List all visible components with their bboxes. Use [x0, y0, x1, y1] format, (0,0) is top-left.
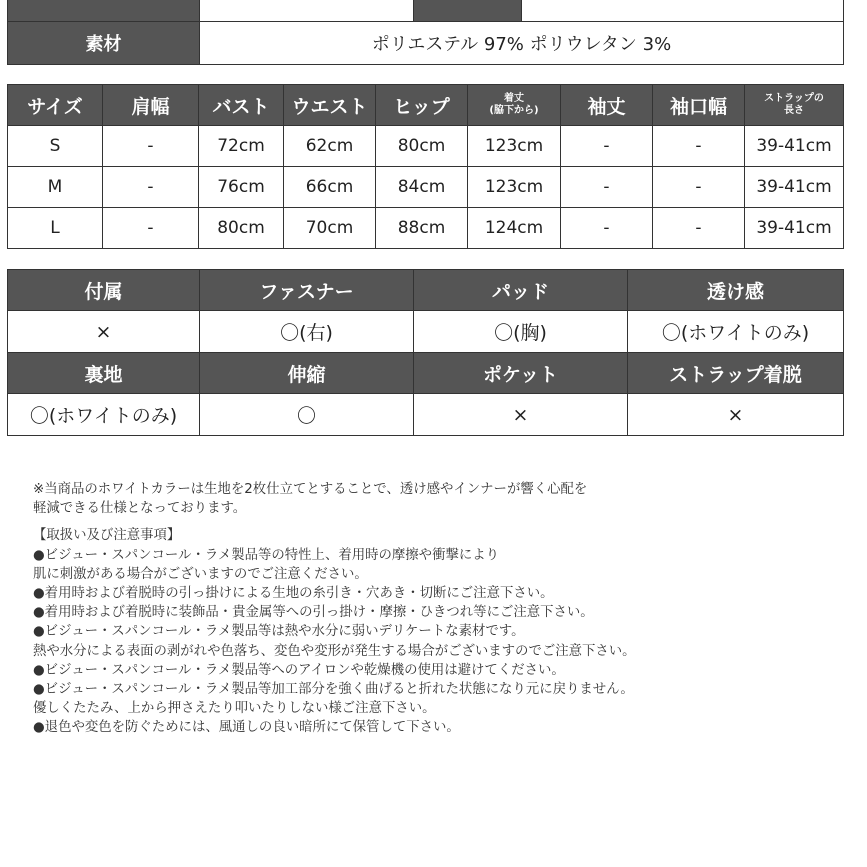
cut-off-row: [8, 0, 844, 22]
value-pocket: ×: [414, 394, 628, 436]
header-pocket: ポケット: [414, 353, 628, 394]
material-table: [7, 0, 844, 65]
size-cell: 124cm: [468, 208, 561, 249]
header-sheerness: 透け感: [628, 270, 844, 311]
size-cell: 72cm: [199, 126, 284, 167]
value-zipper: 〇(右): [200, 311, 414, 353]
size-cell: -: [561, 126, 653, 167]
cut-off-cell: [200, 0, 414, 22]
header-strap-detachable: ストラップ着脱: [628, 353, 844, 394]
material-label: 素材: [8, 22, 200, 65]
note-line: ●着用時および着脱時の引っ掛けによる生地の糸引き・穴あき・切断にご注意下さい。: [33, 586, 554, 602]
spec-header-row: [8, 270, 844, 311]
size-cell: -: [103, 167, 199, 208]
intro-line: 軽減できる仕様となっております。: [33, 501, 247, 517]
size-cell: 39-41cm: [745, 167, 844, 208]
size-cell: 62cm: [284, 126, 376, 167]
size-cell: 39-41cm: [745, 126, 844, 167]
size-cell: 80cm: [199, 208, 284, 249]
size-cell: 84cm: [376, 167, 468, 208]
size-row-s: [8, 126, 844, 167]
cut-off-cell: [522, 0, 844, 22]
size-cell: -: [653, 208, 745, 249]
spec-header-row: [8, 353, 844, 394]
note-line: ●ビジュー・スパンコール・ラメ製品等へのアイロンや乾燥機の使用は避けてください。: [33, 662, 565, 678]
note-line: 優しくたたみ、上から押さえたり叩いたりしない様ご注意下さい。: [33, 701, 436, 717]
size-cell: 76cm: [199, 167, 284, 208]
note-line: ●ビジュー・スパンコール・ラメ製品等の特性上、着用時の摩擦や衝撃により: [33, 547, 500, 563]
note-line: ●退色や変色を防ぐためには、風通しの良い暗所にて保管して下さい。: [33, 720, 460, 736]
header-hip: ヒップ: [376, 85, 468, 126]
size-cell: 88cm: [376, 208, 468, 249]
size-cell: 39-41cm: [745, 208, 844, 249]
value-strap-detachable: ×: [628, 394, 844, 436]
size-cell: M: [8, 167, 103, 208]
size-row-m: [8, 167, 844, 208]
material-row: [8, 22, 844, 65]
value-accessory: ×: [8, 311, 200, 353]
header-lining: 裏地: [8, 353, 200, 394]
spec-table: [7, 269, 844, 436]
size-row-l: [8, 208, 844, 249]
value-stretch: 〇: [200, 394, 414, 436]
size-cell: 123cm: [468, 126, 561, 167]
size-cell: 70cm: [284, 208, 376, 249]
cut-off-header: [414, 0, 522, 22]
header-bust: バスト: [199, 85, 284, 126]
size-cell: -: [561, 167, 653, 208]
spec-value-row: [8, 394, 844, 436]
size-cell: L: [8, 208, 103, 249]
value-pad: 〇(胸): [414, 311, 628, 353]
spec-value-row: [8, 311, 844, 353]
material-value: ポリエステル 97% ポリウレタン 3%: [200, 22, 844, 65]
size-cell: S: [8, 126, 103, 167]
size-cell: 123cm: [468, 167, 561, 208]
size-cell: 80cm: [376, 126, 468, 167]
header-waist: ウエスト: [284, 85, 376, 126]
header-zipper: ファスナー: [200, 270, 414, 311]
size-cell: -: [653, 167, 745, 208]
value-lining: 〇(ホワイトのみ): [8, 394, 200, 436]
note-line: 熱や水分による表面の剥がれや色落ち、変色や変形が発生する場合がございますのでご注意下さい。: [33, 643, 636, 659]
header-shoulder: 肩幅: [103, 85, 199, 126]
header-size: サイズ: [8, 85, 103, 126]
note-line: ●ビジュー・スパンコール・ラメ製品等は熱や水分に弱いデリケートな素材です。: [33, 624, 525, 640]
header-cuff: 袖口幅: [653, 85, 745, 126]
notes-heading: 【取扱い及び注意事項】: [33, 528, 181, 544]
header-accessory: 付属: [8, 270, 200, 311]
header-strap: ストラップの 長さ: [745, 85, 844, 126]
note-line: 肌に刺激がある場合がございますのでご注意ください。: [33, 566, 368, 582]
note-line: ●ビジュー・スパンコール・ラメ製品等加工部分を強く曲げると折れた状態になり元に戻りません。: [33, 682, 634, 698]
care-notes: [33, 480, 833, 738]
size-cell: -: [103, 208, 199, 249]
size-table: [7, 84, 844, 249]
header-pad: パッド: [414, 270, 628, 311]
size-cell: -: [103, 126, 199, 167]
header-sleeve: 袖丈: [561, 85, 653, 126]
note-line: ●着用時および着脱時に装飾品・貴金属等への引っ掛け・摩擦・ひきつれ等にご注意下さい。: [33, 605, 594, 621]
size-header-row: [8, 85, 844, 126]
cut-off-header: [8, 0, 200, 22]
header-length: 着丈 (脇下から): [468, 85, 561, 126]
value-sheerness: 〇(ホワイトのみ): [628, 311, 844, 353]
size-cell: -: [653, 126, 745, 167]
size-cell: -: [561, 208, 653, 249]
intro-line: ※当商品のホワイトカラーは生地を2枚仕立てとすることで、透け感やインナーが響く心配を: [33, 482, 588, 497]
size-cell: 66cm: [284, 167, 376, 208]
header-stretch: 伸縮: [200, 353, 414, 394]
